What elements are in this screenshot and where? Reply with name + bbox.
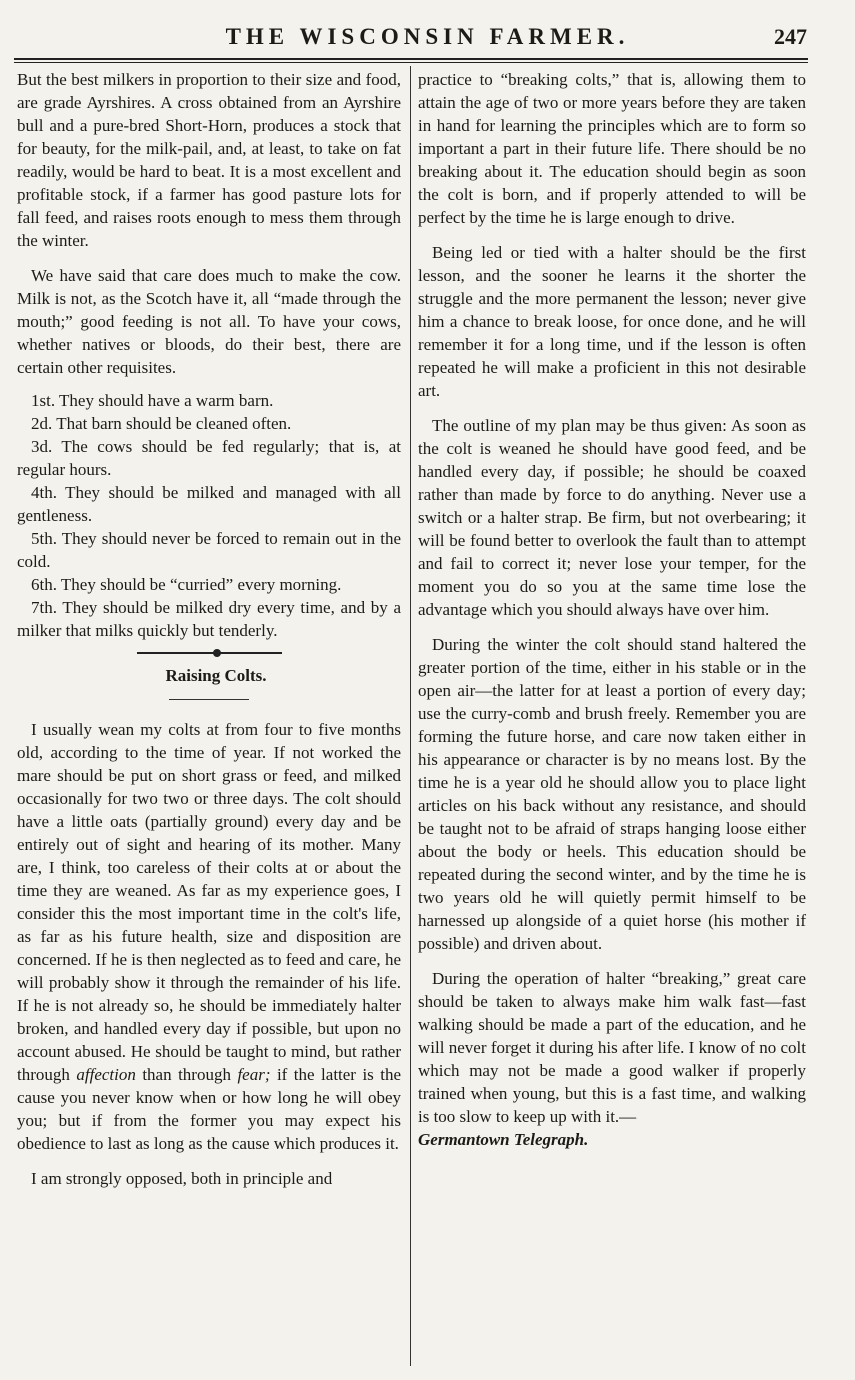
text-run: if the latter is the cause you never know when or how long he will obey you; but if from the former you may expect his obedience to last as long as the cause which produces it. <box>17 1065 402 1153</box>
article-source: Germantown Telegraph. <box>418 1130 589 1149</box>
paragraph <box>17 718 401 1155</box>
list-item: 4th. They should be milked and managed with all gentleness. <box>17 483 401 525</box>
section-separator <box>137 652 282 654</box>
header-double-rule <box>14 58 808 63</box>
list-item: 1st. They should have a warm barn. <box>31 391 274 410</box>
text-run: I usually wean my colts at from four to five months old, according to the time of year. If not worked the mare should be put on short grass or feed, and milked occasionally for two two or three days. The colt should have a little oats (partially ground) every day and be entirely out of sight and hearing of its mother. Many are, I think, too careless of their colts at or about the time they are weaned. As far as my experience goes, I consider this the most important time in the colt's life, as far as his future health, size and disposition are concerned. If he is then neglected as to feed and care, he will probably show it through the remainder of his life. If he is not already so, he should be immediately halter broken, and handled every day if possible, but upon no account abused. He should be taught to mind, but rather through <box>17 720 401 1084</box>
paragraph: The outline of my plan may be thus given: As soon as the colt is weaned he should have good feed, and be handled every day, if possible; he should be coaxed rather than made by force to do anything. Never use a switch or a halter strap. Be firm, but not overbearing; it will be found better to overlook the fault than to attempt and fail to correct it; never lose your temper, for the moment you do so you at the same time lose the advantage which you should always have over him. <box>418 416 806 619</box>
left-column <box>17 68 401 1202</box>
paragraph: I am strongly opposed, both in principle and <box>31 1169 333 1188</box>
list-item: 3d. The cows should be fed regularly; that is, at regular hours. <box>17 437 401 479</box>
list-item: 2d. That barn should be cleaned often. <box>31 414 292 433</box>
heading-underline <box>169 699 249 700</box>
column-divider <box>410 66 411 1366</box>
page-header <box>0 24 855 58</box>
emphasis-text: affection <box>76 1065 136 1084</box>
emphasis-text: fear; <box>237 1065 271 1084</box>
paragraph: During the winter the colt should stand haltered the greater portion of the time, either in his stable or in the open air—the latter for at least a portion of every day; use the curry-comb and brush freely. Remember you are forming the future horse, and care now taken either in his appearance or character is by no means lost. By the time he is a year old he should allow you to place light articles on his back without any resistance, and should be taught not to be afraid of straps hanging loose either about the body or heels. This education should be repeated during the second winter, and by the time he is two years old he will quietly permit himself to be harnessed up alongside of a quiet horse (his mother if possible) and driven about. <box>418 635 806 953</box>
list-item: 7th. They should be milked dry every time, and by a milker that milks quickly but tenderly. <box>17 598 401 640</box>
publication-title: THE WISCONSIN FARMER. <box>225 24 630 49</box>
paragraph: practice to “breaking colts,” that is, allowing them to attain the age of two or more years before they are taken in hand for learning the principles which are to form so important a part in their future life. There should be no breaking about it. The education should begin as soon the colt is born, and if properly attended to will be perfect by the time he is large enough to drive. <box>418 70 806 227</box>
text-run: than through <box>135 1065 238 1084</box>
paragraph <box>418 967 806 1151</box>
page-number: 247 <box>774 24 807 49</box>
list-item: 6th. They should be “curried” every morning. <box>31 575 342 594</box>
list-item: 5th. They should never be forced to remain out in the cold. <box>17 529 401 571</box>
right-column <box>418 68 806 1163</box>
separator-ornament <box>213 649 221 657</box>
paragraph: We have said that care does much to make the cow. Milk is not, as the Scotch have it, all “made through the mouth;” good feeding is not all. To have your cows, whether natives or bloods, do their best, there are certain other requisites. <box>17 266 401 377</box>
text-run: During the operation of halter “breaking,” great care should be taken to always make him walk fast—fast walking should be made a part of the education, and he will never forget it during his after life. I know of no colt which may not be made a good walker if properly trained when young, but this is a fast time, and walking is too slow to keep up with it.— <box>418 969 806 1126</box>
requisites-list <box>17 389 401 642</box>
paragraph: But the best milkers in proportion to their size and food, are grade Ayrshires. A cross obtained from an Ayrshire bull and a pure-bred Short-Horn, produces a stock that for beauty, for the milk-pail, and, at least, to take on fat readily, would be hard to beat. It is a most excellent and profitable stock, if a farmer has good pasture lots for fall feed, and raises roots enough to mess them through the winter. <box>17 70 401 250</box>
paragraph: Being led or tied with a halter should be the first lesson, and the sooner he learns it the shorter the struggle and the more permanent the lesson; never give him a chance to break loose, for once done, and he will remember it for a long time, und if the lesson is often repeated he will make a proficient in this not desirable art. <box>418 243 806 400</box>
section-heading: Raising Colts. <box>165 666 267 685</box>
